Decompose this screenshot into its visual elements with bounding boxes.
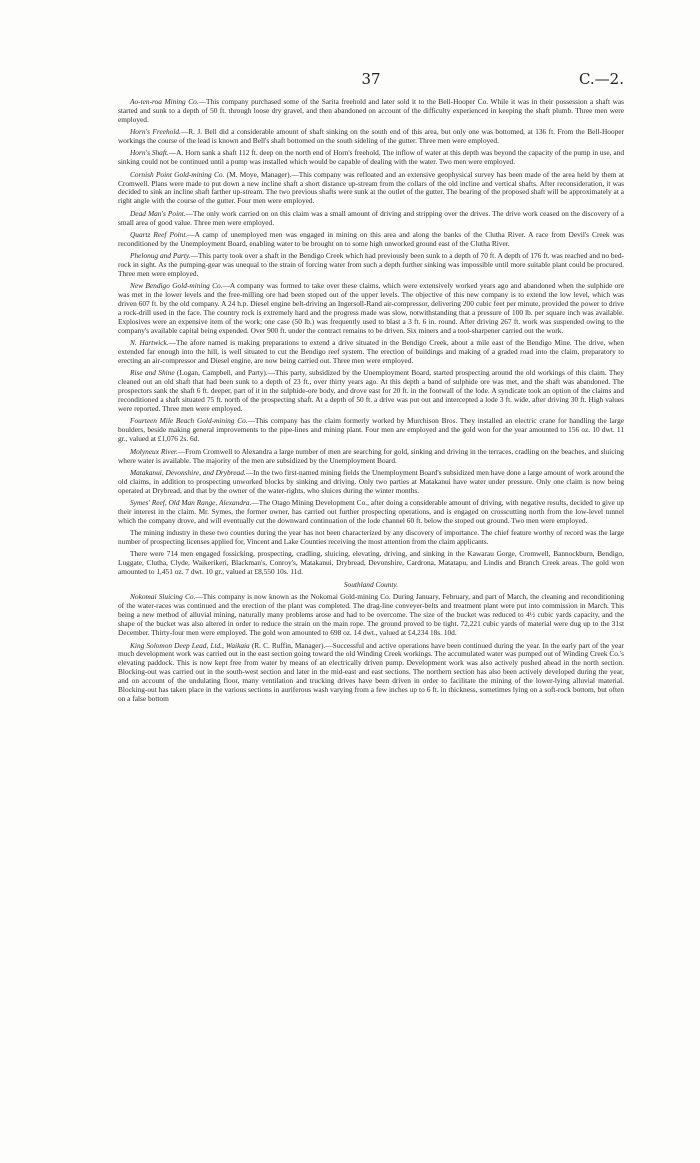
paragraph <box>118 339 624 366</box>
paragraph-lead: Horn's Shaft. <box>130 148 169 158</box>
paragraph-text: —From Cromwell to Alexandra a large number of men are searching for gold, sinking and driving in the terraces, cradling on the beaches, and sluicing where water is available. The majority of the men are subsidized by the Unemployment Board. <box>118 446 624 465</box>
paragraph-text: —A. Horn sank a shaft 112 ft. deep on the north end of Horn's freehold. The inflow of water at this depth was beyond the capacity of the pump in use, and sinking could not be continued until a pump was installed which would be capable of dealing with the water. Two men were employed. <box>118 148 624 167</box>
document-body <box>118 98 624 707</box>
page-header <box>118 70 624 90</box>
section-heading-southland: Southland County. <box>343 579 399 589</box>
paragraph-text: —In the two first-named mining fields the Unemployment Board's subsidized men have done a large amount of work around the old claims, in addition to prospecting unworked blocks by sinking and driving. Only two parties at Matakanui have water under pressure. Only one claim is now being operated at Drybread, and that by the owner of the water-rights, who sluices during the winter months. <box>118 467 625 495</box>
paragraph <box>118 469 624 496</box>
paragraph <box>118 149 624 167</box>
paragraph <box>118 128 624 146</box>
paragraph-lead: Ao-ten-roa Mining Co. <box>130 97 199 106</box>
paragraph <box>118 98 624 125</box>
paragraph-text: —This party took over a shaft in the Bendigo Creek which had previously been sunk to a depth of 70 ft. A depth of 176 ft. was reached and no bed-rock in sight. As the pumping-gear was unequal to the strain of forcing water from such a depth further sinking was impossible until more suitable plant could be procured. Three men were employed. <box>118 251 624 278</box>
paragraph-lead: Symes' Reef, Old Man Range, Alexandra. <box>130 497 252 507</box>
paragraph <box>118 499 624 526</box>
page-number: 37 <box>361 70 381 88</box>
paragraph-text: (Logan, Campbell, and Party).—This party, subsidized by the Unemployment Board, started prospecting around the old workings of this claim. They cleaned out an old shaft that had been sunk to a depth of 23 ft., over thirty years ago. At this depth a band of sulphide ore was met, and the shaft was abandoned. The prospectors sank the shaft 6 ft. deeper, part of it in the sulphide-ore body, and drove east for 20 ft. in the footwall of the lode. A syndicate took an option of the claims and reconditioned a shaft situated 75 ft. north of the prospecting shaft. At a depth of 50 ft. a drive was put out and intercepted a lode 3 ft. wide, after driving 30 ft. High values were reported. Three men were employed. <box>118 368 624 414</box>
paragraph <box>118 252 624 279</box>
paragraph-text: —This company purchased some of the Sarita freehold and later sold it to the Bell-Hooper Co. While it was in their possession a shaft was started and sunk to a depth of 50 ft. through loose dry gravel, and then abandoned on account of the difficulty experienced in keeping the shaft plumb. Three men were employed. <box>118 97 624 124</box>
paragraph-lead: Matakanui, Devonshire, and Drybread. <box>130 467 246 477</box>
paragraph-text: —This company is now known as the Nokomai Gold-mining Co. During January, February, and part of March, the cleaning and reconditioning of the water-races was continued and the erection of the plant was completed. The drag-line conveyer-belts and treatment plant were put into commission in March. This being a new method of alluvial mining, naturally many problems arose and had to be overcome. The size of the bucket was reduced to 4½ cubic yards capacity, and the shape of the bucket was also altered in order to reduce the strain on the main rope. The ground proved to be tight. 72,221 cubic yards of material were dug up to the 31st December. Thirty-four men were employed. The gold won amounted to 698 oz. 14 dwt., valued at £4,234 18s. 10d. <box>118 592 624 638</box>
paragraph-text: —R. J. Bell did a considerable amount of shaft sinking on the south end of this area, but only one was bottomed, at 136 ft. From the Bell-Hooper workings the course of the lead is known and Bell's shaft bottomed on the south sideling of the gutter. Three men were employed. <box>118 127 624 146</box>
paragraph-lead: Nokomai Sluicing Co. <box>130 592 196 602</box>
paragraph <box>118 550 624 577</box>
paragraph <box>118 593 624 638</box>
paragraph <box>118 417 624 444</box>
paragraph <box>118 231 624 249</box>
paragraph-text: —A company was formed to take over these claims, which were extensively worked years ago and abandoned when the sulphide ore was met in the lower levels and the free-milling ore had been stoped out of the upper levels. The objective of this new company is to extend the low level, which was driven 607 ft. by the old company. A 24 h.p. Diesel engine belt-driving an Ingersoll-Rand air-compressor, delivering 200 cubic feet per minute, provided the power to drive a rock-drill used in the face. The country rock is extremely hard and the progress made was slow, notwithstanding that a pressure of 100 lb. per square inch was available. Explosives were an expensive item of the work; one case (50 lb.) was frequently used to blast a 3 ft. 6 in. round. After driving 267 ft. work was suspended owing to the company's available capital being expended. Over 900 ft. under the contract remains to be driven. Six miners and a tool-sharpener carried out the work. <box>118 281 624 335</box>
paragraph-text: —The afore named is making preparations to extend a drive situated in the Bendigo Creek, about a mile east of the Bendigo Mine. The drive, when extended far enough into the hill, is well situated to cut the Bendigo reef system. The erection of buildings and making of a graded road into the claim, preparatory to erecting an air-compressor and Diesel engine, are now being carried out. Three men were employed. <box>118 338 624 366</box>
paragraph-lead: Cornish Point Gold-mining Co. <box>130 169 225 179</box>
paragraph-lead: Molyneux River. <box>130 446 178 456</box>
paragraph-lead: Fourteen Mile Beach Gold-mining Co. <box>130 416 248 426</box>
paragraph-text: —The Otago Mining Development Co., after doing a considerable amount of driving, with negative results, decided to give up their interest in the claim. Mr. Symes, the former owner, has carried out further prospecting operations, and is engaged on crosscutting north from the low-level tunnel which the company drove, and will eventually cut the downward continuation of the lode channel 60 ft. below the stoped out ground. Two men were employed. <box>118 497 624 525</box>
paragraph-lead: Horn's Freehold. <box>130 127 181 137</box>
paragraph-lead: Quartz Reef Point. <box>130 229 188 239</box>
otago-section <box>118 98 624 577</box>
paragraph-text: —This company has the claim formerly worked by Murchison Bros. They installed an electric crane for handling the large boulders, beside making general improvements to the pipe-lines and mining plant. Four men are employed and the gold won for the year amounted to 156 oz. 10 dwt. 11 gr., valued at £1,076 2s. 6d. <box>118 416 625 444</box>
paragraph <box>118 282 624 336</box>
paragraph-lead: Rise and Shine <box>130 368 175 378</box>
paragraph <box>118 529 624 547</box>
paragraph <box>118 171 624 207</box>
paragraph <box>118 210 624 228</box>
paragraph <box>118 369 624 414</box>
document-reference: C.—2. <box>578 70 624 88</box>
paragraph-lead: Dead Man's Point. <box>130 208 186 218</box>
paragraph-text: —A camp of unemployed men was engaged in mining on this area and along the banks of the Clutha River. A race from Devil's Creek was reconditioned by the Unemployment Board, enabling water to be brought on to some high unworked ground east of the Clutha River. <box>118 229 625 248</box>
paragraph-text: (R. C. Ruffin, Manager).—Successful and active operations have been continued during the year. In the early part of the year much development work was carried out in the east section going toward the old Winding Creek workings. The accumulated water was pumped out of Winding Creek Co.'s elevating paddock. This is now kept free from water by means of an electrically driven pump. Development work was also actively pushed ahead in the north section. Blocking-out was carried out in the south-west section and later in the mid-east and east sections. The northern section has also been actively developed during the year, and on account of the undulating floor, many ventilation and trucking drives have been driven in order to facilitate the mining of the lower-lying alluvial material. Blocking-out has taken place in the various sections in auriferous wash varying from a few inches up to 6 ft. in thickness, sometimes lying on a soft-rock bottom, but often on a false bottom <box>118 640 625 704</box>
paragraph-lead: N. Hartwick. <box>130 338 169 348</box>
paragraph <box>118 448 624 466</box>
paragraph-text: There were 714 men engaged fossicking, prospecting, cradling, sluicing, elevating, driving, and sinking in the Kawarau Gorge, Cromwell, Bannockburn, Bendigo, Luggate, Clutha, Clyde, Waikerikeri, Blackman's, Conroy's, Matakanui, Drybread, Devonshire, Cardrona, Matatapu, and Lindis and Branch Creek areas. The gold won amounted to 1,451 oz. 7 dwt. 10 gr., valued at £8,550 10s. 11d. <box>118 549 624 577</box>
paragraph-lead: King Solomon Deep Lead, Ltd., Waikaia <box>130 640 250 650</box>
paragraph-text: The mining industry in these two counties during the year has not been characterized by any discovery of importance. The chief feature worthy of record was the large number of prospecting licenses applied for, Vincent and Lake Counties receiving the most attention from the claim applicants. <box>118 528 624 547</box>
paragraph <box>118 642 624 705</box>
paragraph-lead: Phelonug and Party. <box>130 251 191 261</box>
southland-section <box>118 593 624 704</box>
paragraph-text: —The only work carried on on this claim was a small amount of driving and stripping over the drives. The drive work ceased on the discovery of a small area of good value. Three men were employed. <box>118 208 624 227</box>
paragraph-text: (M. Moye, Manager).—This company was refloated and an extensive geophysical survey has been made of the area held by them at Cromwell. Plans were made to put down a new incline shaft a short distance up-stream from the collars of the old incline and vertical shafts. After reconsideration, it was decided to sink an incline shaft farther up-stream. The two previous shafts were sunk at the outlet of the gutter. The bearing of the proposed shaft will be approximately at a right angle with the course of the gutter. Four men were employed. <box>118 169 624 206</box>
paragraph-lead: New Bendigo Gold-mining Co. <box>130 281 223 291</box>
